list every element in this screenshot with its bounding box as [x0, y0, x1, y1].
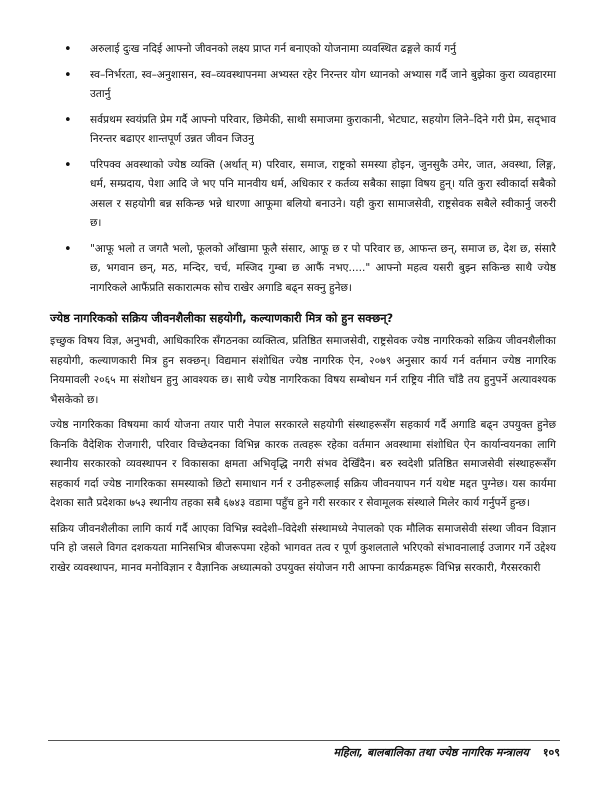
paragraph: सक्रिय जीवनशैलीका लागि कार्य गर्दै आएका विभिन्न स्वदेशी–विदेशी संस्थामध्ये नेपालको एक मौलिक समाजसेवी संस्था जीवन विज्ञान पनि हो जसले विगत दशकयता मानिसभित्र बीजरूपमा रहेको भागवत तत्व र पूर्ण कुशलताले भरिएको संभावनालाई उजागर गर्ने उद्देश्य राखेर व्यवस्थापन, मानव मनोविज्ञान र वैज्ञानिक अध्यात्मको उपयुक्त संयोजन गरी आफ्ना कार्यक्रमहरू विभिन्न सरकारी, गैरसरकारी	[50, 522, 556, 574]
bullet-list	[60, 40, 556, 298]
bullet-item: • परिपक्व अवस्थाको ज्येष्ठ व्यक्ति (अर्थात् म) परिवार, समाज, राष्ट्रको समस्या होइन, जुनसुकै उमेर, जात, अवस्था, लिङ्ग, धर्म, सम्प्रदाय, पेशा आदि जे भए पनि मानवीय धर्म, अधिकार र कर्तव्य सबैका साझा विषय हुन्। यति कुरा स्वीकार्दा सबैको असल र सहयोगी बन्न सकिन्छ भन्ने धारणा आफूमा बलियो बनाउने। यही कुरा सामाजसेवी, राष्ट्रसेवक सबैले स्वीकार्नु जरुरी छ।	[60, 156, 556, 234]
footer-title: महिला, बालबालिका तथा ज्येष्ठ नागरिक मन्त्रालय	[333, 746, 529, 759]
bullet-item: • सर्वप्रथम स्वयंप्रति प्रेम गर्दै आफ्नो परिवार, छिमेकी, साथी समाजमा कुराकानी, भेटघाट, सहयोग लिने–दिने गरी प्रेम, सद्‌भाव निरन्तर बढाएर शान्तपूर्ण उन्नत जीवन जिउनु	[60, 111, 556, 150]
page-footer	[48, 740, 560, 760]
section-heading: ज्येष्ठ नागरिकको सक्रिय जीवनशैलीका सहयोगी, कल्याणकारी मित्र को हुन सक्छन्?	[50, 311, 394, 325]
paragraph: इच्छुक विषय विज्ञ, अनुभवी, आधिकारिक सँगठनका व्यक्तित्व, प्रतिष्ठित समाजसेवी, राष्ट्रसेवक ज्येष्ठ नागरिकको सक्रिय जीवनशैलीका सहयोगी, कल्याणकारी मित्र हुन सक्छन्। विद्यमान संशोधित ज्येष्ठ नागरिक ऐन, २०७९ अनुसार कार्य गर्न वर्तमान ज्येष्ठ नागरिक नियमावली २०६५ मा संशोधन हुनु आवश्यक छ। साथै ज्येष्ठ नागरिकका विषय सम्बोधन गर्न राष्ट्रिय नीति चाँडै तय हुनुपर्ने अत्यावश्यक भैसकेको छ।	[50, 335, 556, 406]
bullet-item: • अरुलाई दुःख नदिई आफ्नो जीवनको लक्ष्य प्राप्त गर्न बनाएको योजनामा व्यवस्थित ढङ्गले कार्य गर्नु	[60, 40, 556, 60]
paragraph: ज्येष्ठ नागरिकका विषयमा कार्य योजना तयार पारी नेपाल सरकारले सहयोगी संस्थाहरूसँग सहकार्य गर्दै अगाडि बढ्न उपयुक्त हुनेछ किनकि वैदेशिक रोजगारी, परिवार विच्छेदनका विभिन्न कारक तत्वहरू रहेका वर्तमान अवस्थामा संशोधित ऐन कार्यान्वयनका लागि स्थानीय सरकारको व्यवस्थापन र विकासका क्षमता अभिवृद्धि नगरी संभव देखिँदैन। बरु स्वदेशी प्रतिष्ठित समाजसेवी संस्थाहरूसँग सहकार्य गर्दा ज्येष्ठ नागरिकका समस्याको छिटो समाधान गर्न र उनीहरूलाई सक्रिय जीवनयापन गर्न यथेष्ट मद्दत पुग्नेछ। यस कार्यमा देशका सातै प्रदेशका ७५३ स्थानीय तहका सबै ६७४३ वडामा पहुँच हुने गरी सरकार र सेवामूलक संस्थाले मिलेर कार्य गर्नुपर्ने हुन्छ।	[50, 419, 556, 509]
page-number: १०९	[542, 746, 560, 759]
bullet-item: • "आफू भलो त जगतै भलो, फूलको आँखामा फूलै संसार, आफू छ र पो परिवार छ, आफन्त छन्, समाज छ, देश छ, संसारै छ, भगवान छन्, मठ, मन्दिर, चर्च, मस्जिद गुम्बा छ आफैं नभए....." आफ्नो महत्व यसरी बुझ्न सकिन्छ साथै ज्येष्ठ नागरिकले आफैंप्रति सकारात्मक सोच राखेर अगाडि बढ्न सक्नु हुनेछ।	[60, 240, 556, 299]
bullet-item: • स्व–निर्भरता, स्व–अनुशासन, स्व–व्यवस्थापनमा अभ्यस्त रहेर निरन्तर योग ध्यानको अभ्यास गर्दै जाने बुझेका कुरा व्यवहारमा उतार्नु	[60, 66, 556, 105]
